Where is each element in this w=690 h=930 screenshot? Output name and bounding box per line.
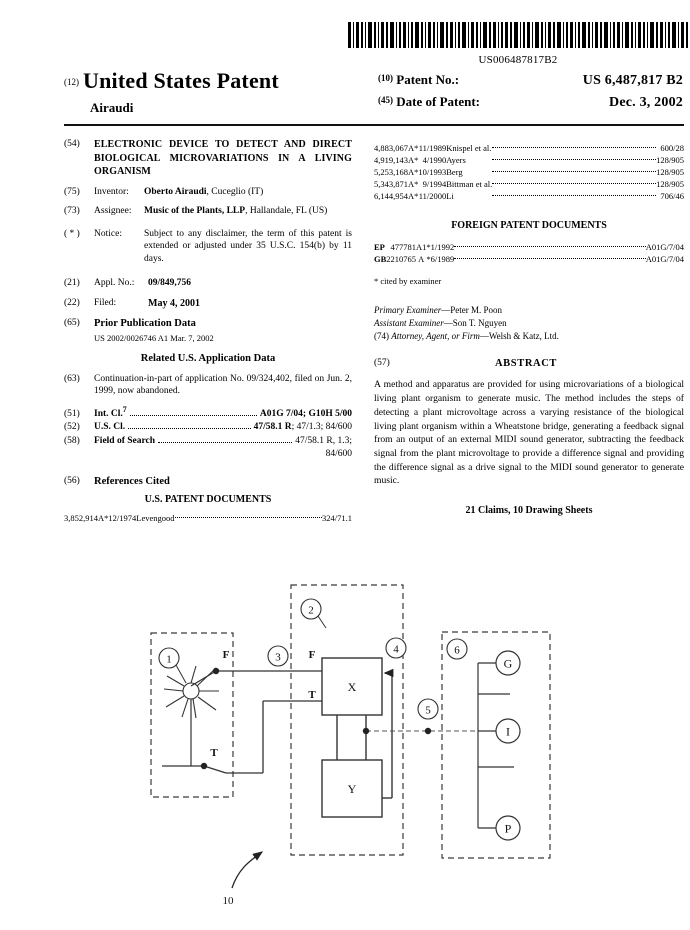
foreign-reference-row [374,241,684,253]
foreign-cited-star: * [426,241,431,252]
field-75-num: (75) [64,186,80,197]
reference-cited-star: * [414,142,419,153]
label-T-plant: T [210,747,218,759]
patent-number-label: Patent No.: [396,72,460,87]
field-22-filed [64,297,352,310]
callout-1-label: 1 [166,653,172,666]
kicker-45: (45) [378,95,393,105]
filed-label: Filed: [94,297,117,308]
callout-6-label: 6 [454,644,460,657]
field-63-continuation [64,373,352,398]
foreign-country-code: EP [374,241,385,252]
field-of-search-label: Field of Search [94,435,156,446]
notice-text: Subject to any disclaimer, the term of this patent is extended or adjusted under 35 U.S.C. 154(b) by 11 days. [144,228,352,264]
dot-leader [158,442,292,443]
prior-publication-heading: Prior Publication Data [94,317,196,329]
reference-cited-star: * [414,166,419,177]
int-cl-edition: 7 [122,404,127,414]
patent-date-row [378,94,683,111]
reference-date: 12/1974 [108,513,137,524]
appl-no-label: Appl. No.: [94,278,135,289]
reference-cited-star: * [414,191,419,202]
reference-patent-number: 4,919,143 [374,154,408,165]
field-73-assignee [64,205,352,218]
patent-number-row [378,72,683,89]
field-notice-num: ( * ) [64,228,80,239]
field-52-us-cl [64,421,352,434]
block-X-label: X [347,680,357,694]
dot-leader [492,179,656,191]
foreign-country-code: GB [374,254,387,264]
field-57-num: (57) [374,357,390,368]
reference-patent-number: 3,852,914 [64,513,98,524]
foreign-reference-row [374,254,684,266]
block-Y-label: Y [347,782,357,796]
foreign-kind-code: A1 [416,241,427,252]
field-56-num: (56) [64,475,80,486]
abstract-heading: ABSTRACT [495,357,557,369]
attorney-row [374,331,684,343]
reference-classification: 706/46 [660,191,684,202]
foreign-patent-documents-table [374,241,684,265]
field-52-num: (52) [64,422,80,433]
related-app-data-heading: Related U.S. Application Data [140,352,276,364]
reference-classification: 600/28 [660,142,684,153]
reference-classification: 324/71.1 [322,513,352,524]
reference-kind-code: A [98,513,105,524]
assistant-examiner-label: Assistant Examiner [374,317,444,328]
dot-leader [175,513,322,525]
reference-date: 9/1994 [422,179,447,190]
inventor-name: Oberto Airaudi [144,186,207,197]
foreign-patent-documents-heading: FOREIGN PATENT DOCUMENTS [451,220,607,232]
reference-date: 11/1989 [418,142,447,153]
field-63-num: (63) [64,373,80,384]
patent-number-value: US 6,487,817 B2 [582,73,683,88]
abstract-heading-row [374,357,684,371]
foreign-classification: A01G/7/04 [645,254,684,264]
junction-dot-F [213,668,219,674]
reference-assignee-name: Levengood [136,513,175,524]
patent-reference-row [64,513,352,525]
reference-cited-star: * [414,179,419,190]
foreign-classification: A01G/7/04 [645,241,684,252]
reference-patent-number: 6,144,954 [374,191,408,202]
reference-assignee-name: Bittman et al. [446,179,493,190]
foreign-patent-number: 2210765 [386,254,417,264]
field-58-num: (58) [64,435,80,446]
field-54-num: (54) [64,139,80,149]
abstract-text: A method and apparatus are provided for using microvariations of a biological living plant organism to generate music. The method includes the steps of detecting a plant microvoltage across a varying resistance of the biological living plant organism within a Wheatstone bridge, generating a feedback signal from an output of an external MIDI sound generator, subtracting the feedback signal from the plant microvoltage to provide a difference signal and providing the difference signal as a drive signal to the MIDI sound generator to generate music. [374,379,684,487]
reference-patent-number: 5,253,168 [374,166,408,177]
notice-label: Notice: [94,228,122,239]
patent-reference-row [374,142,684,154]
us-cl-value-primary: 47/58.1 R [253,422,292,433]
reference-kind-code: A [408,191,415,202]
reference-classification: 128/905 [656,154,684,165]
foreign-date: 1/1992 [430,241,455,252]
label-T-box: T [308,689,316,701]
node-P-label: P [504,821,512,836]
patent-meta-block [378,72,683,116]
patent-date-value: Dec. 3, 2002 [609,95,683,110]
foreign-date: 6/1989 [430,254,455,264]
reference-patent-number: 5,343,871 [374,179,408,190]
continuation-text: Continuation-in-part of application No. 09/324,402, filed on Jun. 2, 1999, now abandoned. [94,373,352,397]
figure-diagram [0,570,690,930]
dot-leader [130,415,257,416]
reference-assignee-name: Knispel et al. [446,142,492,153]
figure-callout-10 [232,852,262,888]
node-G-label: G [503,656,513,671]
junction-dot-5b [425,728,431,734]
field-22-num: (22) [64,297,80,308]
references-cited-heading: References Cited [94,475,170,487]
prior-publication-line: US 2002/0026746 A1 Mar. 7, 2002 [94,332,214,343]
page-title: United States Patent [83,68,279,93]
field-65-prior-pub [64,317,352,331]
barcode-image [348,22,688,48]
dot-leader [492,142,656,154]
field-51-int-cl [64,405,352,421]
field-74-num: (74) [374,330,389,341]
assignee-location: , Hallandale, FL (US) [245,206,328,217]
field-56-references-cited [64,475,352,489]
inventor-surname: Airaudi [90,100,134,115]
reference-kind-code: A [408,166,415,177]
primary-examiner-name: —Peter M. Poon [441,304,502,315]
node-I-label: I [506,724,510,739]
primary-examiner-label: Primary Examiner [374,304,442,315]
patent-reference-row [374,166,684,178]
junction-dot-T [201,763,207,769]
callout-3-label: 3 [275,651,281,664]
dot-leader [492,154,656,166]
reference-classification: 128/905 [656,179,684,190]
reference-cited-star: * [414,154,419,165]
dot-leader [492,166,656,178]
assignee-label: Assignee: [94,206,132,217]
field-notice [64,228,352,266]
us-patent-documents-heading: U.S. PATENT DOCUMENTS [144,493,272,505]
reference-kind-code: A [408,154,415,165]
dot-leader [128,428,250,429]
field-51-num: (51) [64,408,80,419]
inventor-location: , Cuceglio (IT) [206,186,264,197]
callout-5-label: 5 [425,704,431,717]
field-of-search-value: 47/58.1 R, 1.3; [295,435,352,446]
assistant-examiner-name: —Son T. Nguyen [443,317,507,328]
barcode-number: US006487817B2 [478,54,558,66]
header-divider [64,124,684,126]
foreign-cited-star: * [426,254,431,264]
label-F-plant: F [222,649,230,661]
invention-title: ELECTRONIC DEVICE TO DETECT AND DIRECT BIOLOGICAL MICROVARIATIONS IN A LIVING ORGANISM [94,139,352,177]
foreign-patent-number: 477781 [390,241,417,252]
attorney-name: —Welsh & Katz, Ltd. [479,330,559,341]
left-column [64,138,352,525]
reference-assignee-name: Ayers [446,154,466,165]
claims-and-sheets-line: 21 Claims, 10 Drawing Sheets [465,505,593,517]
int-cl-value: A01G 7/04; G10H 5/00 [259,408,352,419]
field-54-title [64,138,352,179]
int-cl-label: Int. Cl. [94,408,123,419]
reference-assignee-name: Li [446,191,454,202]
callout-4-label: 4 [393,643,399,656]
kicker-12: (12) [64,77,79,87]
reference-date: 10/1993 [418,166,447,177]
cited-by-examiner-note: * cited by examiner [374,275,442,286]
reference-date: 11/2000 [418,191,447,202]
reference-kind-code: A [408,179,415,190]
patent-reference-row [374,154,684,166]
dot-leader [454,241,645,253]
dot-leader [492,191,656,203]
reference-date: 4/1990 [422,154,447,165]
us-patent-documents-table-left [64,513,352,525]
barcode-area [348,22,688,64]
field-21-appl-no [64,277,352,290]
patent-reference-row [374,179,684,191]
field-21-num: (21) [64,278,80,289]
junction-dot-5a [363,728,369,734]
reference-classification: 128/905 [656,166,684,177]
field-73-num: (73) [64,206,80,217]
attorney-label: Attorney, Agent, or Firm [391,330,480,341]
kicker-10: (10) [378,73,393,83]
callout-2-label: 2 [308,604,314,617]
figure-number-10: 10 [222,895,234,907]
us-cl-label: U.S. Cl. [94,422,126,433]
assistant-examiner-row [374,318,684,330]
label-F-box: F [308,649,316,661]
field-65-num: (65) [64,317,80,328]
reference-kind-code: A [408,142,415,153]
reference-cited-star: * [104,513,109,524]
us-patent-documents-table-right [374,142,684,203]
right-column [374,138,684,517]
reference-patent-number: 4,883,067 [374,142,408,153]
field-75-inventor [64,186,352,199]
reference-assignee-name: Berg [446,166,463,177]
field-of-search-value-cont: 84/600 [325,449,352,460]
assignee-name: Music of the Plants, LLP [144,206,246,217]
patent-title-block [64,68,364,116]
appl-no-value: 09/849,756 [148,278,192,289]
us-cl-value-rest: ; 47/1.3; 84/600 [291,422,352,433]
field-58-field-of-search [64,435,352,448]
primary-examiner-row [374,305,684,317]
foreign-kind-code: A [418,254,425,264]
filed-value: May 4, 2001 [148,297,200,309]
patent-reference-row [374,191,684,203]
inventor-label: Inventor: [94,186,129,197]
patent-date-label: Date of Patent: [396,94,480,109]
dot-leader [454,254,645,266]
